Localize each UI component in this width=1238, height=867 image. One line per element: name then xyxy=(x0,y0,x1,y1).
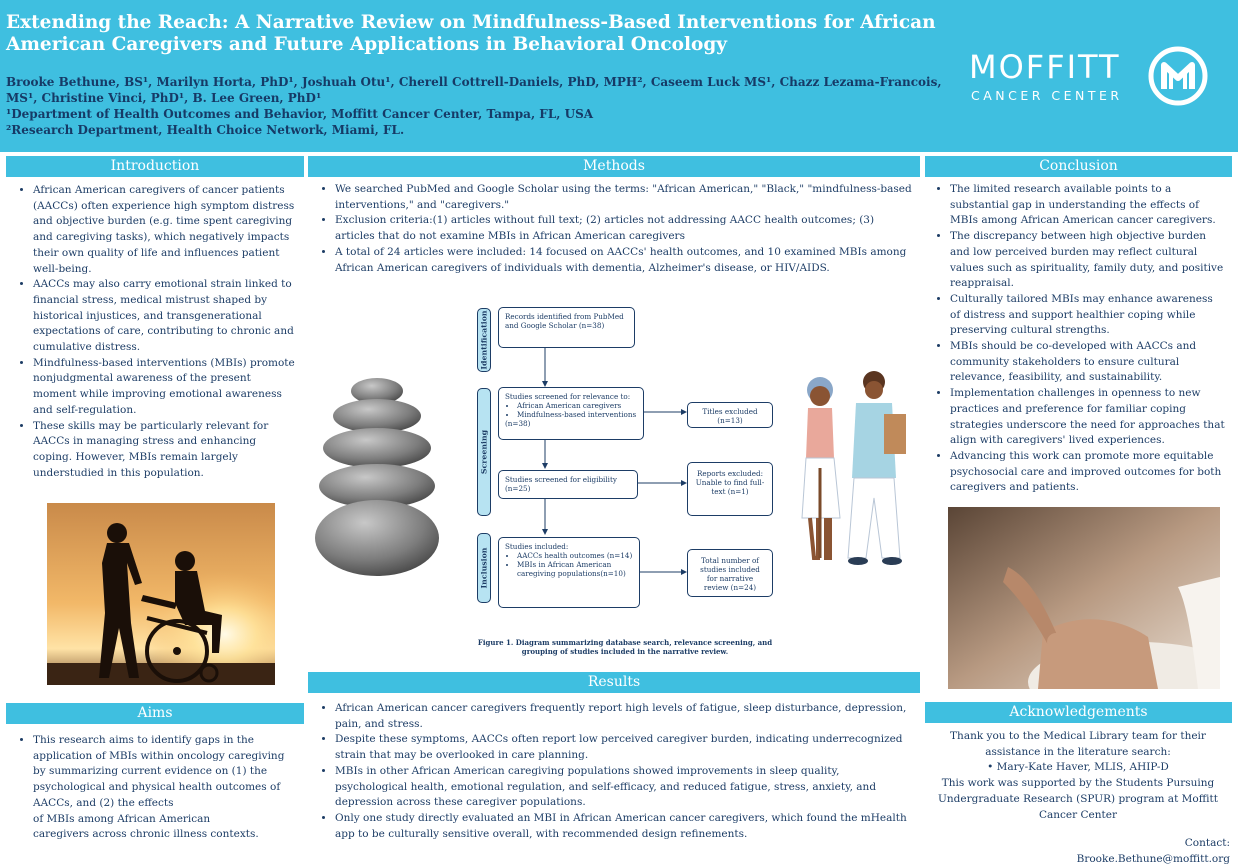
poster-title: Extending the Reach: A Narrative Review on Mindfulness-Based Interventions for African American Caregivers and Future Applications in Behavioral Oncology xyxy=(6,12,936,55)
introduction-body xyxy=(7,183,295,481)
author-list: Brooke Bethune, BS¹, Marilyn Horta, PhD¹, Joshuah Otu¹, Cherell Cottrell-Daniels, PhD, MPH², Caseem Luck MS¹, Chazz Lezama-Francois, MS¹, Christine Vinci, PhD¹, B. Lee Green, PhD¹ xyxy=(6,75,942,105)
list-item: • Culturally tailored MBIs may enhance awareness of distress and support healthier coping while preserving cultural strengths. xyxy=(950,292,1226,339)
box-records-identified: Records identified from PubMed and Google Scholar (n=38) xyxy=(498,307,635,348)
list-item: • This research aims to identify gaps in the application of MBIs within oncology caregiving by summarizing current evidence on (1) the psychological and physical health outcomes of AACCs, and (2) the effects xyxy=(33,733,295,812)
stage-screening: Screening xyxy=(477,388,491,516)
list-item: • AACCs may also carry emotional strain linked to financial stress, medical mistrust shaped by historical injustices, and transgenerational expectations of care, contributing to chronic and cumulative distress. xyxy=(33,277,295,356)
list-item: • Mindfulness-based interventions xyxy=(517,410,637,419)
list-item: • A total of 24 articles were included: 14 focused on AACCs' health outcomes, and 10 examined MBIs among African American caregivers of individuals with dementia, Alzheimer's disease, or HIV/AIDS. xyxy=(335,245,913,276)
list-item: • The limited research available points to a substantial gap in understanding the effects of MBIs among African American cancer caregivers. xyxy=(950,182,1226,229)
aims-line-2: of MBIs among African American xyxy=(33,812,211,825)
list-item: • Mindfulness-based interventions (MBIs) promote nonjudgmental awareness of the present moment while improving emotional awareness and self-regulation. xyxy=(33,356,295,419)
list-item: • African American caregivers of cancer patients (AACCs) often experience high symptom distress and objective burden (e.g. time spent caregiving and caregiving tasks), which negatively impacts their own quality of life and influences patient well-being. xyxy=(33,183,295,277)
introduction-heading: Introduction xyxy=(6,156,304,177)
list-item: • We searched PubMed and Google Scholar using the terms: "African American," "Black," "mindfulness-based interventions," and "caregivers." xyxy=(335,182,913,213)
box-total-included: Total number of studies included for narrative review (n=24) xyxy=(687,549,773,597)
logo-subtitle: CANCER CENTER xyxy=(971,88,1123,103)
author-block xyxy=(6,74,966,138)
list-item: • MBIs in other African American caregiving populations showed improvements in sleep quality, psychological health, emotional regulation, and self-efficacy, and reduced fatigue, stress, anxiety, and depression across these caregiver populations. xyxy=(335,764,913,811)
list-item: • Implementation challenges in openness to new practices and preference for familiar coping strategies underscore the need for approaches that align with caregivers' lived experiences. xyxy=(950,386,1226,449)
methods-heading: Methods xyxy=(308,156,920,177)
box-eligibility-screen: Studies screened for eligibility (n=25) xyxy=(498,470,638,499)
figure-caption: Figure 1. Diagram summarizing database search, relevance screening, and grouping of studies included in the narrative review. xyxy=(477,638,773,656)
logo-wordmark: MOFFITT xyxy=(969,48,1121,86)
stage-identification: Identification xyxy=(477,308,491,372)
box-reports-excluded: Reports excluded: Unable to find full-text (n=1) xyxy=(687,462,773,516)
ack-text-2: This work was supported by the Students Pursuing Undergraduate Research (SPUR) program at Moffitt Cancer Center xyxy=(938,777,1218,821)
moffitt-logo xyxy=(965,42,1215,112)
contact-email: Contact: Brooke.Bethune@moffitt.org xyxy=(1076,837,1230,865)
box-relevance-screen: Studies screened for relevance to: • African American caregivers • Mindfulness-based interventions (n=38) xyxy=(498,387,644,440)
box-titles-excluded: Titles excluded (n=13) xyxy=(687,402,773,428)
list-item: • AACCs health outcomes (n=14) xyxy=(517,551,633,560)
affiliation-1: ¹Department of Health Outcomes and Behavior, Moffitt Cancer Center, Tampa, FL, USA xyxy=(6,107,594,121)
list-item: • African American cancer caregivers frequently report high levels of fatigue, sleep disturbance, depression, pain, and stress. xyxy=(335,701,913,732)
meditation-photo xyxy=(948,507,1220,689)
moffitt-emblem-icon xyxy=(1147,45,1209,107)
ack-person: • Mary-Kate Haver, MLIS, AHIP-D xyxy=(987,761,1169,774)
list-item: • Exclusion criteria:(1) articles without full text; (2) articles not addressing AACC health outcomes; (3) articles that do not examine MBIs in African American caregivers xyxy=(335,213,913,244)
acknowledgements-body xyxy=(928,729,1228,823)
stacked-stones-image xyxy=(313,376,441,596)
list-item: • Only one study directly evaluated an MBI in African American cancer caregivers, which found the mHealth app to be culturally sensitive overall, with recommended design refinements. xyxy=(335,811,913,842)
box-studies-included: Studies included: • AACCs health outcomes (n=14) • MBIs in African American caregiving populations(n=10) xyxy=(498,537,640,608)
conclusion-heading: Conclusion xyxy=(925,156,1232,177)
poster-header xyxy=(0,0,1238,152)
caregiver-silhouette-photo xyxy=(47,503,275,685)
list-item: • The discrepancy between high objective burden and low perceived burden may reflect cultural values such as spirituality, family duty, and positive reappraisal. xyxy=(950,229,1226,292)
list-item: • MBIs should be co-developed with AACCs and community stakeholders to ensure cultural relevance, feasibility, and sustainability. xyxy=(950,339,1226,386)
acknowledgements-heading: Acknowledgements xyxy=(925,702,1232,723)
aims-heading: Aims xyxy=(6,703,304,724)
stage-inclusion: Inclusion xyxy=(477,533,491,603)
methods-body xyxy=(309,182,913,276)
conclusion-body xyxy=(924,182,1226,496)
aims-line-3: caregivers across chronic illness contexts. xyxy=(33,828,259,841)
results-body xyxy=(309,701,913,842)
list-item: • Advancing this work can promote more equitable psychosocial care and improved outcomes for both caregivers and patients. xyxy=(950,449,1226,496)
list-item: • MBIs in African American caregiving populations(n=10) xyxy=(517,560,633,578)
ack-text-1: Thank you to the Medical Library team for their assistance in the literature search: xyxy=(950,730,1206,758)
list-item: • African American caregivers xyxy=(517,401,637,410)
list-item: • Despite these symptoms, AACCs often report low perceived caregiver burden, indicating underrecognized strain that may be overlooked in care planning. xyxy=(335,732,913,763)
results-heading: Results xyxy=(308,672,920,693)
caregivers-illustration xyxy=(782,368,920,568)
affiliation-2: ²Research Department, Health Choice Network, Miami, FL. xyxy=(6,123,405,137)
list-item: • These skills may be particularly relevant for AACCs in managing stress and enhancing coping. However, MBIs remain largely understudied in this population. xyxy=(33,419,295,482)
aims-body xyxy=(7,733,295,843)
